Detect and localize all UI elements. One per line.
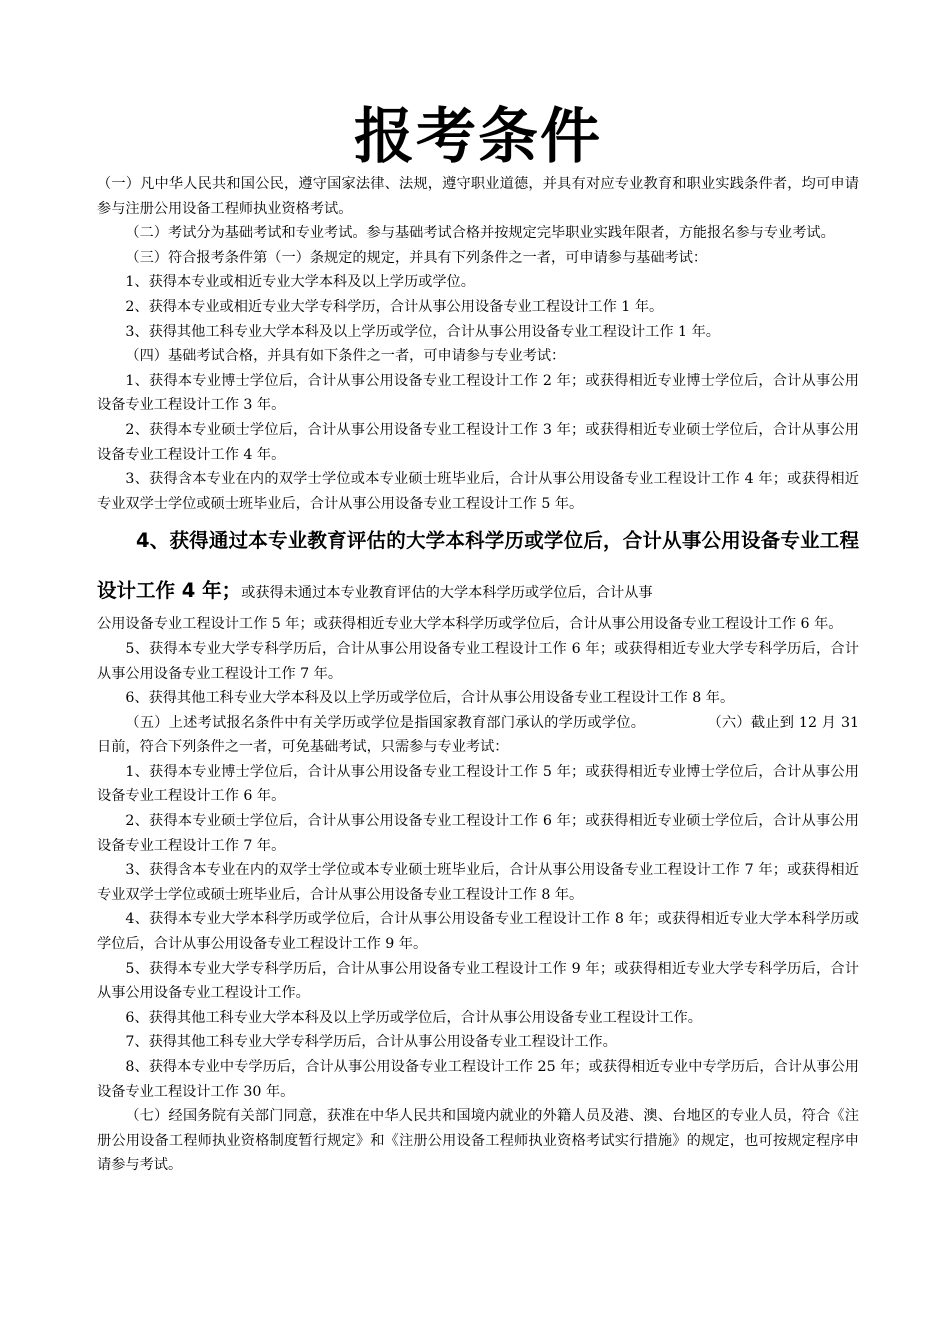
paragraph-4-item-4-bold: 4、获得通过本专业教育评估的大学本科学历或学位后，合计从事公用设备专业工程设计工作 4 年； (97, 529, 859, 603)
paragraph-4: （四）基础考试合格，并具有如下条件之一者，可申请参与专业考试： (125, 348, 566, 365)
paragraph-3-item-3: 3、获得其他工科专业大学本科及以上学历或学位，合计从事公用设备专业工程设计工作 1 年。 (125, 323, 720, 340)
paragraph-6-item-7: 7、获得其他工科专业大学专科学历后，合计从事公用设备专业工程设计工作。 (125, 1034, 617, 1051)
paragraph-3: （三）符合报考条件第（一）条规定的规定，并具有下列条件之一者，可申请参与基础考试： (125, 249, 708, 266)
paragraph-4-item-3: 3、获得含本专业在内的双学士学位或本专业硕士班毕业后，合计从事公用设备专业工程设计工作 4 年；或获得相近专业双学士学位或硕士班毕业后，合计从事公用设备专业工程设计工作 5 年。 (97, 471, 859, 512)
paragraph-4-item-5: 5、获得本专业大学专科学历后，合计从事公用设备专业工程设计工作 6 年；或获得相近专业大学专科学历后，合计从事公用设备专业工程设计工作 7 年。 (97, 640, 859, 682)
paragraph-6-item-3: 3、获得含本专业在内的双学士学位或本专业硕士班毕业后，合计从事公用设备专业工程设计工作 7 年；或获得相近专业双学士学位或硕士班毕业后，合计从事公用设备专业工程设计工作 8 年。 (97, 862, 859, 903)
paragraph-7: （七）经国务院有关部门同意，获准在中华人民共和国境内就业的外籍人员及港、澳、台地区的专业人员，符合《注册公用设备工程师执业资格制度暂行规定》和《注册公用设备工程师执业资格考试实行措施》的规定，也可按规定程序申请参与考试。 (97, 1108, 859, 1174)
paragraph-4-item-1: 1、获得本专业博士学位后，合计从事公用设备专业工程设计工作 2 年；或获得相近专业博士学位后，合计从事公用设备专业工程设计工作 3 年。 (97, 372, 859, 414)
paragraph-3-item-1: 1、获得本专业或相近专业大学本科及以上学历或学位。 (125, 274, 475, 291)
paragraph-5-6 (97, 711, 859, 760)
paragraph-6-item-8: 8、获得本专业中专学历后，合计从事公用设备专业工程设计工作 25 年；或获得相近专业中专学历后，合计从事公用设备专业工程设计工作 30 年。 (97, 1059, 859, 1100)
paragraph-4-item-6: 6、获得其他工科专业大学本科及以上学历或学位后，合计从事公用设备专业工程设计工作 8 年。 (125, 690, 735, 707)
paragraph-6-item-5: 5、获得本专业大学专科学历后，合计从事公用设备专业工程设计工作 9 年；或获得相近专业大学专科学历后，合计从事公用设备专业工程设计工作。 (97, 960, 859, 1002)
paragraph-4-item-2: 2、获得本专业硕士学位后，合计从事公用设备专业工程设计工作 3 年；或获得相近专业硕士学位后，合计从事公用设备专业工程设计工作 4 年。 (97, 421, 859, 463)
paragraph-6-item-2: 2、获得本专业硕士学位后，合计从事公用设备专业工程设计工作 6 年；或获得相近专业硕士学位后，合计从事公用设备专业工程设计工作 7 年。 (97, 813, 859, 854)
paragraph-1: （一）凡中华人民共和国公民，遵守国家法律、法规，遵守职业道德，并具有对应专业教育和职业实践条件者，均可申请参与注册公用设备工程师执业资格考试。 (97, 176, 859, 217)
paragraph-4-item-4-rest: 或获得未通过本专业教育评估的大学本科学历或学位后，合计从事 (241, 585, 653, 602)
paragraph-4-item-4-continued: 公用设备专业工程设计工作 5 年；或获得相近专业大学本科学历或学位后，合计从事公用设备专业工程设计工作 6 年。 (97, 616, 843, 633)
paragraph-6-item-1: 1、获得本专业博士学位后，合计从事公用设备专业工程设计工作 5 年；或获得相近专业博士学位后，合计从事公用设备专业工程设计工作 6 年。 (97, 763, 859, 805)
document-page (97, 98, 859, 1178)
paragraph-5: （五）上述考试报名条件中有关学历或学位是指国家教育部门承认的学历或学位。 (125, 714, 646, 731)
paragraph-6-item-4: 4、获得本专业大学本科学历或学位后，合计从事公用设备专业工程设计工作 8 年；或获得相近专业大学本科学历或学位后，合计从事公用设备专业工程设计工作 9 年。 (97, 911, 859, 953)
paragraph-2: （二）考试分为基础考试和专业考试。参与基础考试合格并按规定完毕职业实践年限者，方能报名参与专业考试。 (125, 225, 835, 242)
document-title: 报考条件 (354, 102, 602, 172)
paragraph-6: （六）截止到 12 月 31 日前，符合下列条件之一者，可免基础考试，只需参与专业考试： (97, 714, 859, 756)
paragraph-4-item-4 (97, 516, 859, 618)
paragraph-6-item-6: 6、获得其他工科专业大学本科及以上学历或学位后，合计从事公用设备专业工程设计工作。 (125, 1009, 702, 1026)
paragraph-3-item-2: 2、获得本专业或相近专业大学专科学历，合计从事公用设备专业工程设计工作 1 年。 (125, 298, 664, 315)
